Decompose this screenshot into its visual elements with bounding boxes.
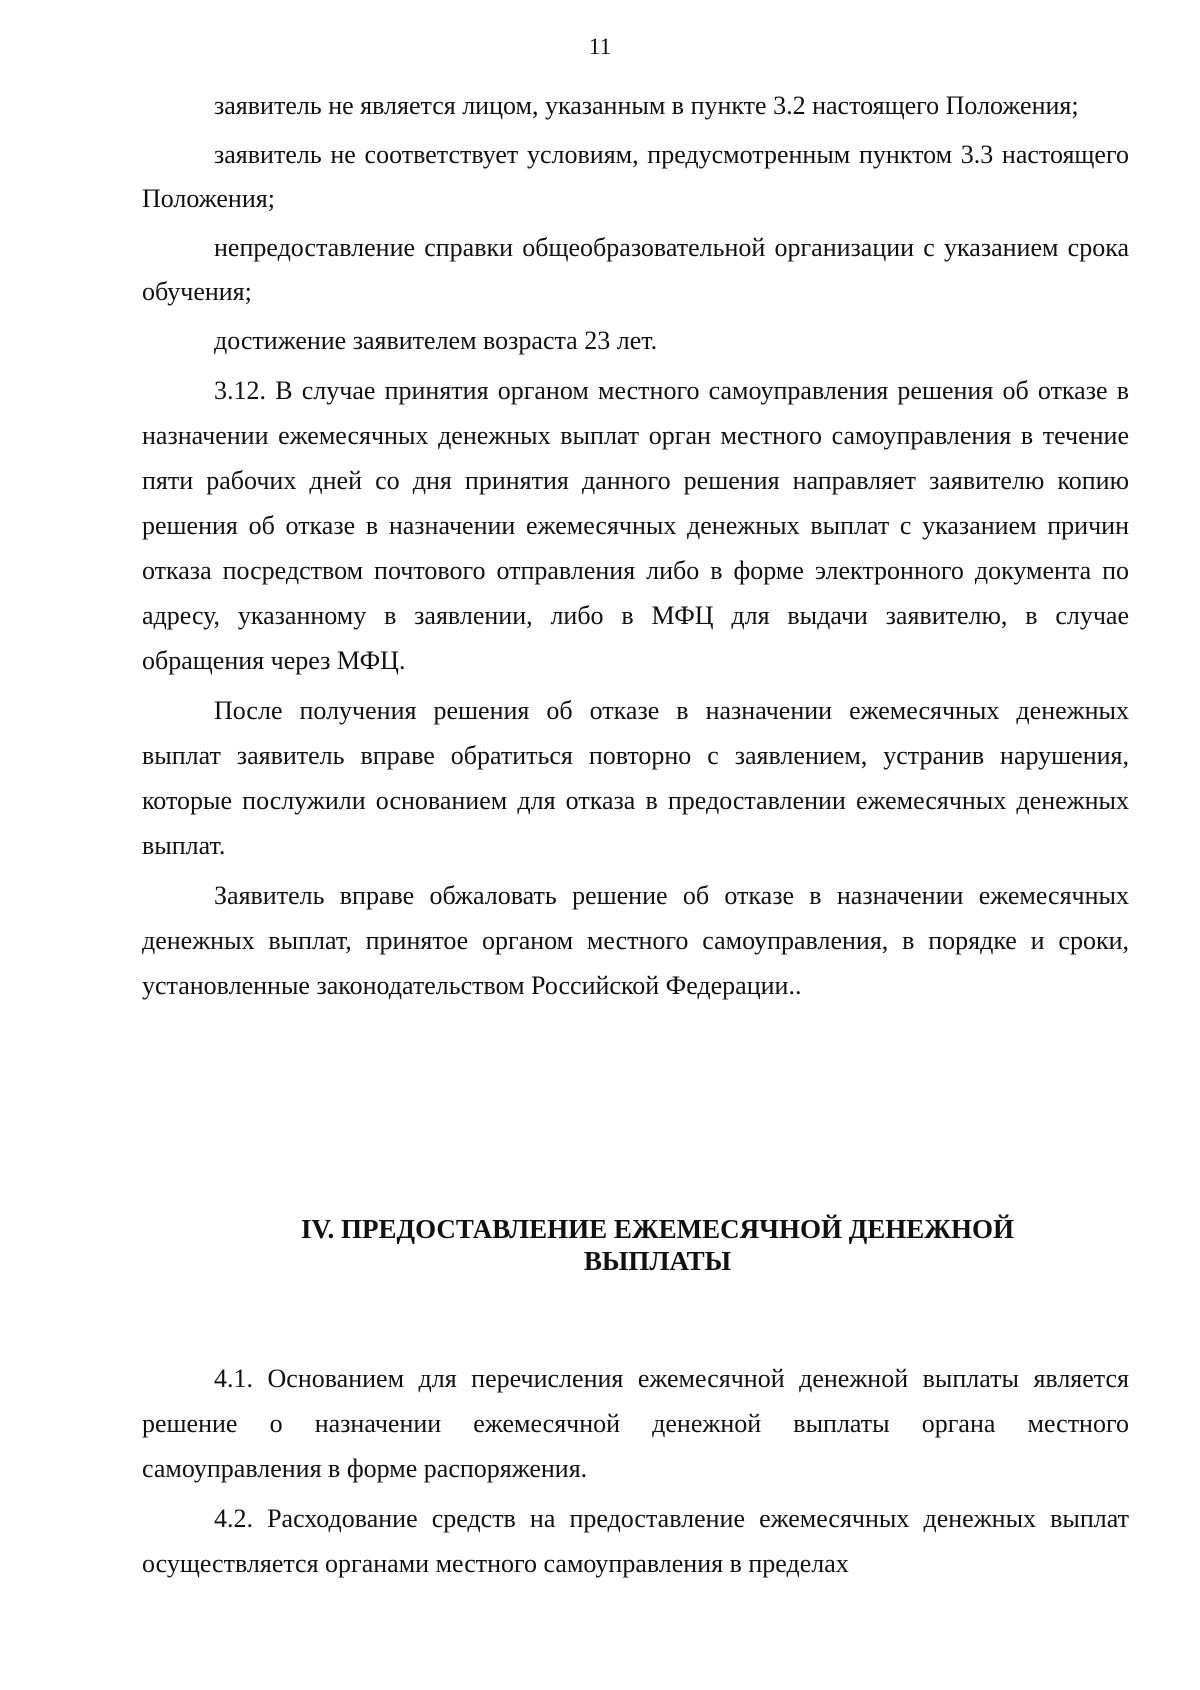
section-iv-body [142, 1356, 1129, 1586]
paragraph-3-12: 3.12. В случае принятия органом местного самоуправления решения об отказе в назначении ежемесячных денежных выплат орган местного самоуправления в течение пяти рабочих дней со дня принятия данного решения направляет заявителю копию решения об отказе в назначении ежемесячных денежных выплат с указанием причин отказа посредством почтового отправления либо в форме электронного документа по адресу, указанному в заявлении, либо в МФЦ для выдачи заявителю, в случае обращения через МФЦ. [142, 376, 1129, 675]
paragraph-ground-age-limit: достижение заявителем возраста 23 лет. [214, 326, 658, 355]
paragraph-appeal: Заявитель вправе обжаловать решение об отказе в назначении ежемесячных денежных выплат, принятое органом местного самоуправления, в порядке и сроки, установленные законодательством Российской Федерации.. [142, 881, 1129, 1000]
paragraph-4-1: 4.1. Основанием для перечисления ежемесячной денежной выплаты является решение о назначении ежемесячной денежной выплаты органа местного самоуправления в форме распоряжения. [142, 1364, 1129, 1483]
section-heading-line-2: ВЫПЛАТЫ [583, 1246, 732, 1276]
section-heading [142, 1213, 1129, 1277]
paragraph-reapply: После получения решения об отказе в назначении ежемесячных денежных выплат заявитель вправе обратиться повторно с заявлением, устранив нарушения, которые послужили основанием для отказа в предоставлении ежемесячных денежных выплат. [142, 696, 1129, 860]
section-iv-heading-block [142, 1213, 1129, 1277]
page-number: 11 [588, 34, 612, 59]
paragraph-4-2: 4.2. Расходование средств на предоставление ежемесячных денежных выплат осуществляется органами местного самоуправления в пределах [142, 1504, 1129, 1578]
paragraph-ground-not-listed-person: заявитель не является лицом, указанным в пункте 3.2 настоящего Положения; [214, 91, 1079, 120]
section-heading-line-1: IV. ПРЕДОСТАВЛЕНИЕ ЕЖЕМЕСЯЧНОЙ ДЕНЕЖНОЙ [300, 1214, 1015, 1244]
paragraph-ground-no-school-certificate: непредоставление справки общеобразовательной организации с указанием срока обучения; [142, 233, 1129, 306]
refusal-grounds-list [142, 84, 1129, 1008]
paragraph-ground-conditions-not-met: заявитель не соответствует условиям, предусмотренным пунктом 3.3 настоящего Положения; [142, 140, 1129, 213]
